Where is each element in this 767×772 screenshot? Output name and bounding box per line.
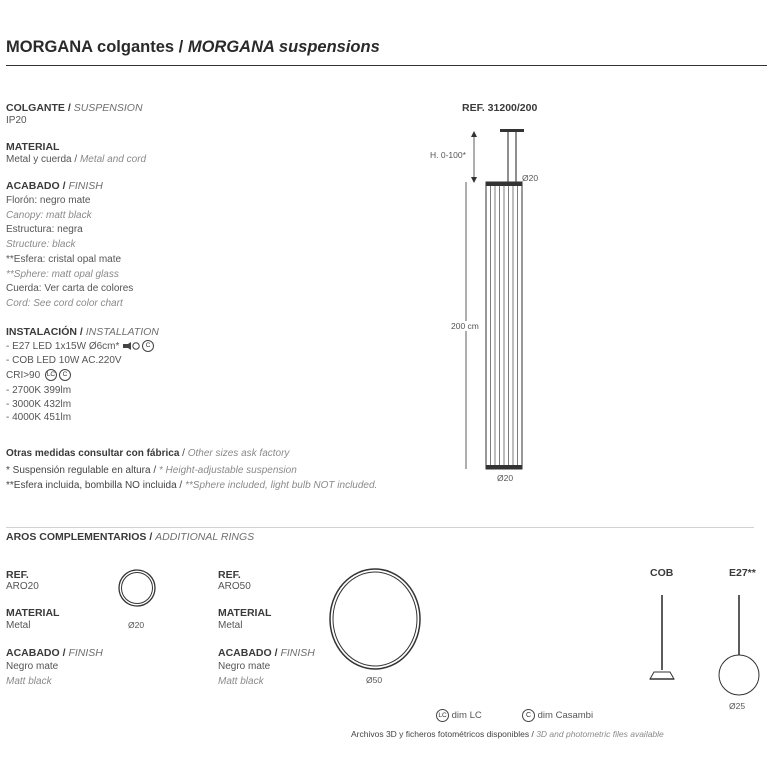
cri-spec: CRI>90 — [6, 370, 41, 381]
aro20-material: Metal — [6, 620, 31, 631]
acabado-list — [6, 194, 133, 312]
aro20-ref: ARO20 — [6, 581, 39, 592]
title-es: MORGANA colgantes — [6, 38, 175, 56]
title-separator: / — [174, 38, 188, 56]
canopy-shape — [500, 129, 524, 132]
legend-casambi-text: dim Casambi — [537, 710, 594, 722]
casambi-icon: C — [522, 709, 535, 722]
footer-es: Archivos 3D y ficheros fotométricos disponibles — [351, 729, 530, 739]
acabado-line: Cord: See cord color chart — [6, 297, 123, 309]
casambi-icon: C — [142, 340, 154, 352]
aro20-ring-drawing — [117, 568, 157, 608]
acabado-line: Florón: negro mate — [6, 195, 91, 206]
e27-spec: - E27 LED 1x15W Ø6cm* — [6, 341, 120, 352]
additional-rings-label: ADDITIONAL RINGS — [155, 531, 255, 543]
aro20-finish-value-en: Matt black — [6, 676, 52, 687]
aro50-ref: ARO50 — [218, 581, 251, 592]
aro20-finish-heading: ACABADO / FINISH — [6, 647, 103, 659]
casambi-icon: C — [59, 369, 71, 381]
files-available-note: Archivos 3D y ficheros fotométricos disponibles / 3D and photometric files available — [351, 729, 664, 739]
e27-sphere — [719, 655, 759, 695]
tube-ribs — [491, 186, 518, 465]
acabado-line: **Esfera: cristal opal mate — [6, 253, 122, 265]
aro20-finish-value: Negro mate — [6, 661, 59, 672]
aro20-finish-es: ACABADO — [6, 647, 60, 659]
adjustable-en: * Height-adjustable suspension — [158, 465, 297, 476]
top-diameter-label: Ø20 — [522, 173, 539, 183]
other-sizes-es: Otras medidas consultar con fábrica — [6, 448, 180, 459]
drawing-ref: REF. 31200/200 — [462, 102, 538, 114]
tube-bottom-cap — [486, 465, 522, 469]
aro50-material-label: MATERIAL — [218, 607, 272, 619]
title-en: MORGANA suspensions — [187, 38, 380, 56]
install-line-cob: - COB LED 10W AC.220V — [6, 354, 122, 366]
sphere-es: **Esfera incluida, bombilla NO incluida — [6, 480, 177, 491]
installation-label: INSTALLATION — [85, 326, 159, 338]
cob-head — [650, 672, 674, 679]
install-line-4000k: - 4000K 451lm — [6, 412, 72, 423]
material-value-en: Metal and cord — [79, 154, 147, 165]
variants-drawing — [640, 590, 767, 702]
aro20-ref-label: REF. — [6, 569, 29, 581]
footer-en: 3D and photometric files available — [536, 729, 664, 739]
e27-diameter: Ø25 — [729, 701, 746, 711]
finish-label: FINISH — [68, 180, 103, 192]
acabado-line: Cuerda: Ver carta de colores — [6, 283, 134, 295]
material-heading: MATERIAL — [6, 141, 60, 153]
acabado-line: Structure: black — [6, 239, 76, 251]
install-line-2700k: - 2700K 399lm — [6, 385, 72, 396]
other-sizes-en: Other sizes ask factory — [187, 448, 290, 459]
aro20-material-label: MATERIAL — [6, 607, 60, 619]
lc-icon: LC — [45, 369, 57, 381]
aro50-ring-drawing — [328, 567, 422, 671]
install-line-3000k: - 3000K 432lm — [6, 398, 72, 410]
acabado-heading: ACABADO / FINISH — [6, 180, 103, 192]
legend-lc — [434, 709, 482, 722]
legend-lc-text: dim LC — [451, 710, 482, 722]
instalacion-heading: INSTALACIÓN / INSTALLATION — [6, 326, 159, 338]
adjustable-es: * Suspensión regulable en altura — [6, 465, 151, 476]
page-title — [6, 38, 380, 57]
aro50-finish-en: FINISH — [280, 647, 315, 659]
suspension-label: SUSPENSION — [73, 102, 143, 114]
dimmer-leading-edge-icon — [122, 341, 140, 351]
lc-icon: LC — [436, 709, 449, 722]
material-value: Metal y cuerda / Metal and cord — [6, 154, 147, 165]
suspension-drawing — [420, 120, 560, 480]
colgante-heading: COLGANTE / SUSPENSION — [6, 102, 143, 114]
legend-casambi — [520, 709, 593, 722]
tube-top-cap — [486, 182, 522, 186]
ip-rating: IP20 — [6, 115, 27, 126]
e27-label: E27** — [729, 567, 756, 579]
aro20-diameter: Ø20 — [128, 620, 145, 630]
aros-rule — [6, 527, 754, 528]
sphere-en: **Sphere included, light bulb NOT included. — [184, 480, 378, 491]
aros-label: AROS COMPLEMENTARIOS — [6, 531, 147, 543]
acabado-line: Estructura: negra — [6, 224, 83, 236]
bottom-diameter-label: Ø20 — [497, 473, 514, 483]
aro20-finish-en: FINISH — [68, 647, 103, 659]
material-value-es: Metal y cuerda — [6, 154, 72, 165]
sphere-note: **Esfera incluida, bombilla NO incluida / **Sphere included, light bulb NOT included. — [6, 480, 378, 491]
install-line-e27 — [6, 340, 154, 354]
length-label: 200 cm — [451, 321, 479, 331]
instalacion-list — [6, 340, 154, 425]
install-line-cri — [6, 367, 154, 384]
aro50-diameter: Ø50 — [366, 675, 383, 685]
title-rule — [6, 65, 767, 66]
aro50-material: Metal — [218, 620, 243, 631]
aro50-finish-heading: ACABADO / FINISH — [218, 647, 315, 659]
colgante-label: COLGANTE — [6, 102, 65, 114]
acabado-line: **Sphere: matt opal glass — [6, 268, 119, 280]
cob-label: COB — [650, 567, 674, 579]
aro50-finish-value: Negro mate — [218, 661, 271, 672]
height-label: H. 0-100* — [430, 150, 466, 160]
aros-heading: AROS COMPLEMENTARIOS / ADDITIONAL RINGS — [6, 531, 255, 543]
instalacion-label: INSTALACIÓN — [6, 326, 77, 338]
acabado-label: ACABADO — [6, 180, 60, 192]
adjustable-note: * Suspensión regulable en altura / * Height-adjustable suspension — [6, 465, 297, 476]
aro50-finish-es: ACABADO — [218, 647, 272, 659]
aro50-finish-value-en: Matt black — [218, 676, 264, 687]
other-sizes-note: Otras medidas consultar con fábrica / Other sizes ask factory — [6, 448, 290, 459]
acabado-line: Canopy: matt black — [6, 209, 92, 221]
aro50-ref-label: REF. — [218, 569, 241, 581]
